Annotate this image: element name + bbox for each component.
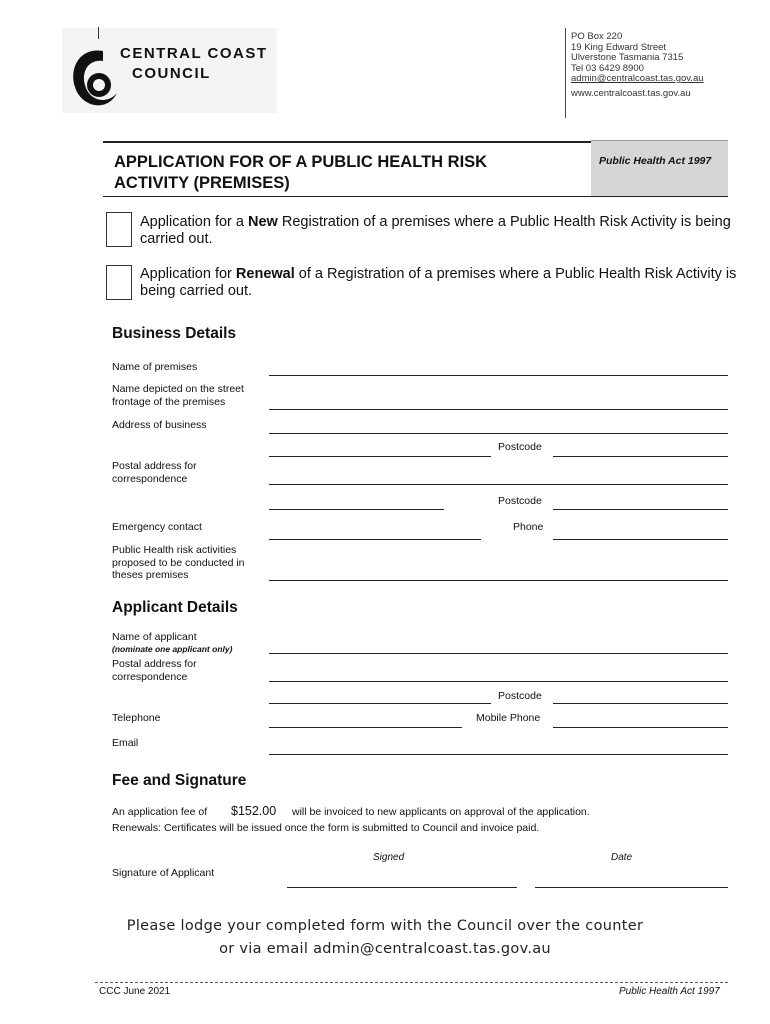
new-registration-checkbox[interactable] [106, 212, 132, 247]
contact-email-link[interactable]: admin@centralcoast.tas.gov.au [571, 73, 704, 84]
contact-line: PO Box 220 [571, 31, 623, 42]
address-field-line-2[interactable] [269, 456, 491, 457]
mobile-phone-label: Mobile Phone [476, 712, 541, 724]
name-depicted-field[interactable] [269, 409, 728, 410]
applicant-postal-field-line-2[interactable] [269, 703, 491, 704]
emergency-phone-field[interactable] [553, 539, 728, 540]
name-depicted-label: Name depicted on the street frontage of the premises [112, 383, 244, 408]
business-postal-field-line-2[interactable] [269, 509, 444, 510]
lodge-line-2: or via email admin@centralcoast.tas.gov.au [219, 941, 551, 957]
email-label: Email [112, 737, 139, 749]
applicant-postal-field[interactable] [269, 681, 728, 682]
logo-tick [98, 27, 99, 39]
contact-line: Tel 03 6429 8900 [571, 62, 644, 74]
fee-signature-heading: Fee and Signature [112, 772, 247, 789]
fee-text-pre: An application fee of [112, 806, 208, 818]
renewal-label: Application for Renewal of a Registration of a premises where a Public Health Risk Activity is being carried out. [140, 266, 737, 299]
signature-field[interactable] [287, 887, 517, 888]
footer-right: Public Health Act 1997 [619, 986, 720, 997]
mobile-phone-field[interactable] [553, 727, 728, 728]
date-label: Date [611, 852, 633, 863]
email-field[interactable] [269, 754, 728, 755]
lodge-line-1: Please lodge your completed form with the Council over the counter [126, 918, 644, 934]
signature-label: Signature of Applicant [112, 867, 215, 879]
name-of-premises-field[interactable] [269, 375, 728, 376]
name-of-premises-label: Name of premises [112, 361, 198, 373]
logo-mark-icon [67, 43, 127, 113]
act-box-top [591, 140, 728, 141]
activities-field[interactable] [269, 580, 728, 581]
telephone-field[interactable] [269, 727, 462, 728]
fee-text-post: will be invoiced to new applicants on approval of the application. [292, 806, 590, 818]
business-postal-label: Postal address for correspondence [112, 460, 197, 485]
business-postal-field[interactable] [269, 484, 728, 485]
emergency-contact-label: Emergency contact [112, 521, 202, 533]
footer-rule [95, 982, 728, 983]
new-registration-label: Application for a New Registration of a premises where a Public Health Risk Activity is being carried out. [140, 214, 731, 247]
footer-left: CCC June 2021 [99, 986, 171, 997]
contact-web-link[interactable]: www.centralcoast.tas.gov.au [571, 87, 691, 99]
page-title [114, 152, 487, 194]
renewals-text: Renewals: Certificates will be issued once the form is submitted to Council and invoice paid. [112, 822, 540, 834]
logo-line-2: COUNCIL [132, 65, 211, 82]
business-postal-postcode-field[interactable] [553, 509, 728, 510]
telephone-label: Telephone [112, 712, 161, 724]
activities-label: Public Health risk activities proposed to be conducted in theses premises [112, 544, 245, 581]
address-field[interactable] [269, 433, 728, 434]
date-field[interactable] [535, 887, 728, 888]
applicant-details-heading: Applicant Details [112, 599, 238, 616]
contact-line: Ulverstone Tasmania 7315 [571, 52, 684, 63]
applicant-name-note: (nominate one applicant only) [112, 644, 233, 654]
applicant-postcode-field[interactable] [553, 703, 728, 704]
address-postcode-label: Postcode [498, 441, 542, 453]
page-title-line-1: APPLICATION FOR OF A PUBLIC HEALTH RISK [114, 153, 488, 171]
title-bottom-rule [103, 196, 728, 197]
applicant-postcode-label: Postcode [498, 690, 542, 702]
page-title-line-2: ACTIVITY (PREMISES) [114, 174, 290, 192]
applicant-postal-label: Postal address for correspondence [112, 658, 197, 683]
applicant-name-label: Name of applicant [112, 631, 197, 643]
business-details-heading: Business Details [112, 325, 237, 342]
logo-line-1: CENTRAL COAST [120, 45, 268, 62]
title-top-rule [103, 141, 591, 143]
act-box [591, 140, 728, 196]
renewal-checkbox[interactable] [106, 265, 132, 300]
fee-amount: $152.00 [231, 804, 277, 818]
contact-block [571, 32, 704, 99]
emergency-phone-label: Phone [513, 521, 544, 533]
lodge-instructions [90, 915, 680, 961]
act-label: Public Health Act 1997 [599, 155, 712, 167]
contact-line: 19 King Edward Street [571, 41, 667, 53]
applicant-name-field[interactable] [269, 653, 728, 654]
contact-divider [565, 28, 566, 118]
emergency-contact-field[interactable] [269, 539, 481, 540]
business-postal-postcode-label: Postcode [498, 495, 542, 507]
address-label: Address of business [112, 419, 207, 431]
signed-label: Signed [373, 852, 405, 863]
address-postcode-field[interactable] [553, 456, 728, 457]
council-logo [62, 28, 277, 113]
